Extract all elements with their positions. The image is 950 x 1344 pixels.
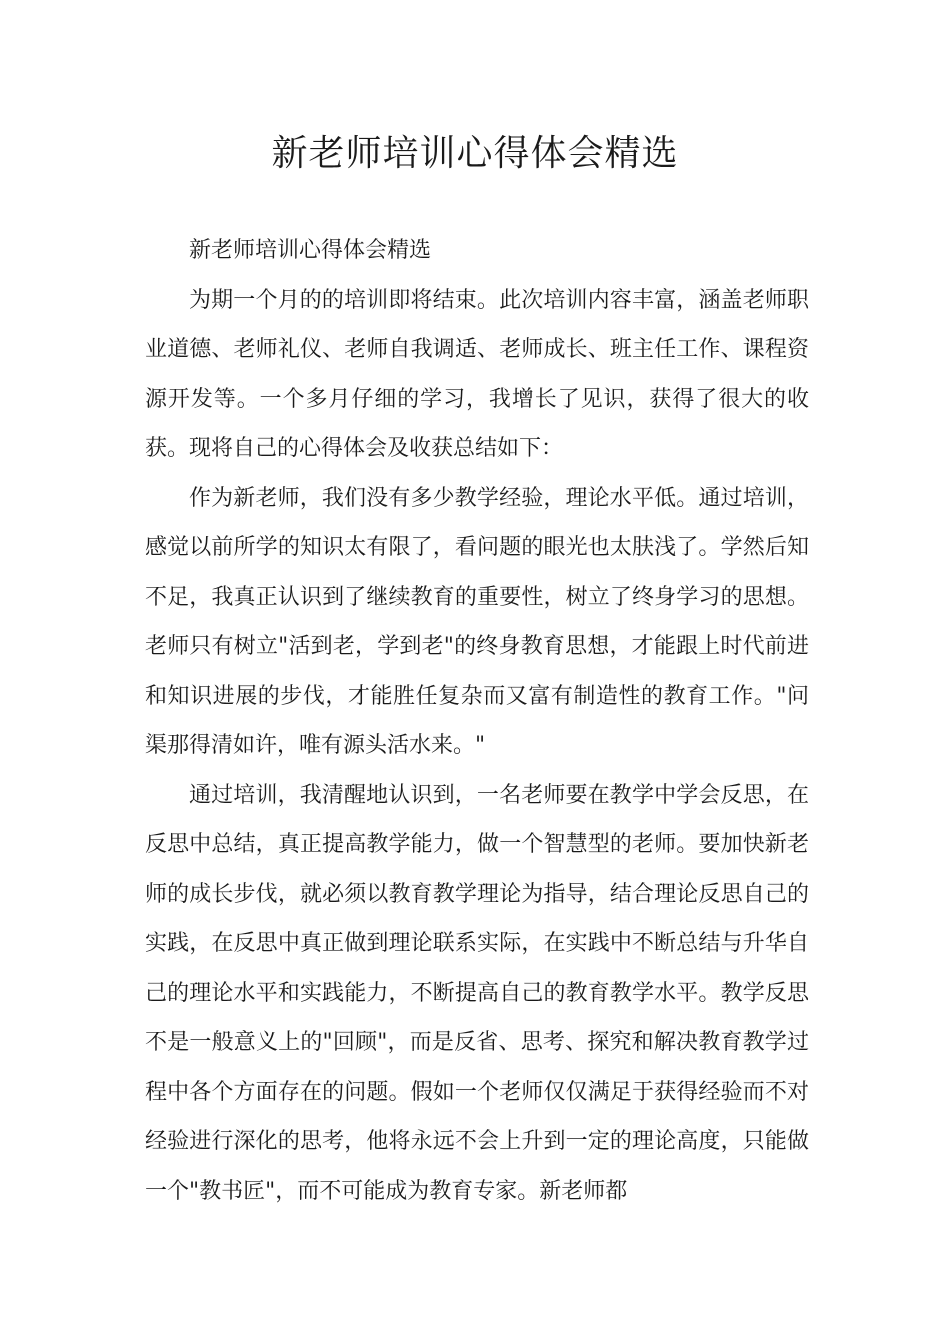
paragraph-subtitle: 新老师培训心得体会精选 [189, 238, 432, 263]
paragraph: 为期一个月的的培训即将结束。此次培训内容丰富，涵盖老师职业道德、老师礼仪、老师自我调适、老师成长、班主任工作、课程资源开发等。一个多月仔细的学习，我增长了见识，获得了很大的收获。现将自己的心得体会及收获总结如下： [145, 287, 809, 461]
paragraph: 通过培训，我清醒地认识到，一名老师要在教学中学会反思，在反思中总结，真正提高教学能力，做一个智慧型的老师。要加快新老师的成长步伐，就必须以教育教学理论为指导，结合理论反思自己的实践，在反思中真正做到理论联系实际，在实践中不断总结与升华自己的理论水平和实践能力，不断提高自己的教育教学水平。教学反思不是一般意义上的"回顾"，而是反省、思考、探究和解决教育教学过程中各个方面存在的问题。假如一个老师仅仅满足于获得经验而不对经验进行深化的思考，他将永远不会上升到一定的理论高度，只能做一个"教书匠"，而不可能成为教育专家。新老师都 [145, 782, 809, 1204]
document-title: 新老师培训心得体会精选 [271, 133, 679, 174]
paragraph: 作为新老师，我们没有多少教学经验，理论水平低。通过培训，感觉以前所学的知识太有限了，看问题的眼光也太肤浅了。学然后知不足，我真正认识到了继续教育的重要性，树立了终身学习的思想。老师只有树立"活到老，学到老"的终身教育思想，才能跟上时代前进和知识进展的步伐，才能胜任复杂而又富有制造性的教育工作。"问渠那得清如许，唯有源头活水来。" [145, 485, 809, 758]
document-body [145, 226, 809, 1216]
